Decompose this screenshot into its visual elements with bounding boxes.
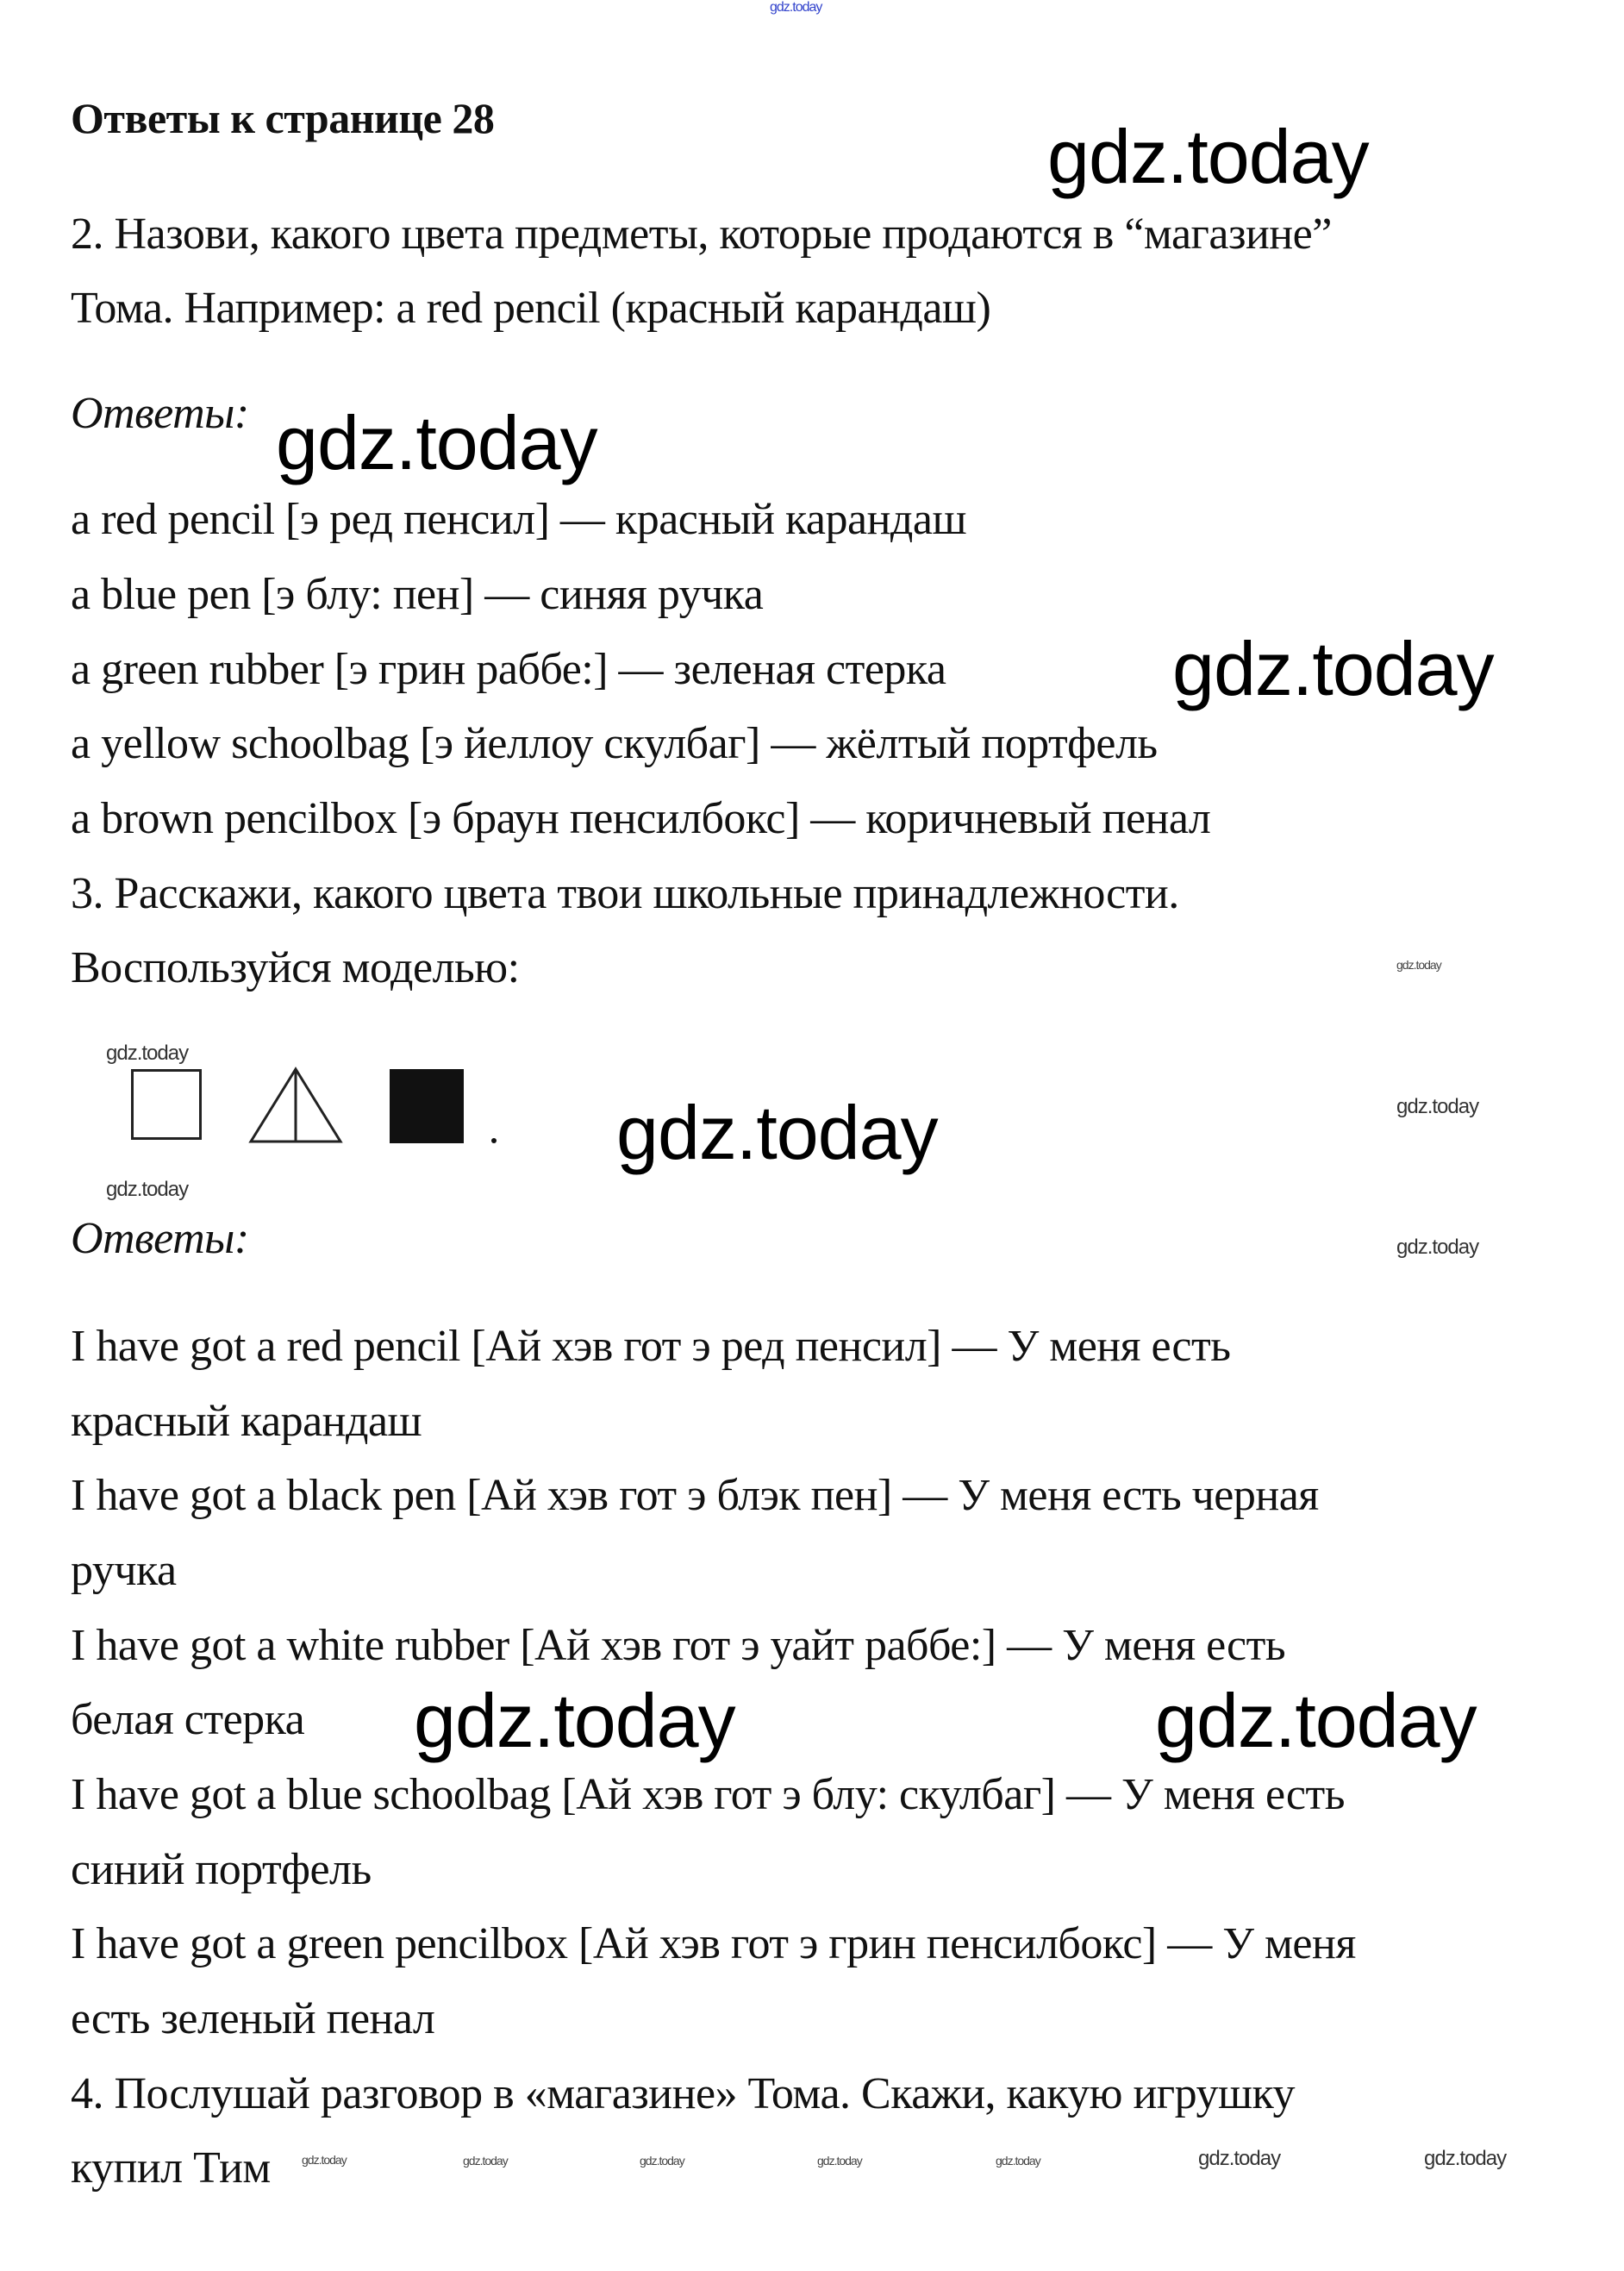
- watermark: gdz.today: [302, 2153, 347, 2167]
- watermark: gdz.today: [1047, 114, 1369, 199]
- answer-line: a brown pencilbox [э браун пенсилбокс] — коричневый пенал: [71, 794, 1211, 843]
- period-dot: [491, 1138, 497, 1143]
- answer-line: ручка: [71, 1546, 177, 1595]
- answer-line: есть зеленый пенал: [71, 1994, 435, 2043]
- watermark: gdz.today: [1172, 626, 1494, 711]
- answers-label: Ответы:: [71, 1214, 249, 1263]
- watermark: gdz.today: [1396, 1095, 1479, 1118]
- task2-text: 2. Назови, какого цвета предметы, которые продаются в “магазине”: [71, 210, 1332, 259]
- header-watermark: gdz.today: [770, 0, 822, 15]
- task4-text: купил Тим: [71, 2143, 271, 2193]
- answer-line: белая стерка: [71, 1695, 305, 1744]
- watermark: gdz.today: [616, 1090, 938, 1175]
- watermark: gdz.today: [1424, 2147, 1507, 2170]
- watermark: gdz.today: [996, 2154, 1040, 2168]
- watermark: gdz.today: [463, 2154, 508, 2168]
- answer-line: a red pencil [э ред пенсил] — красный карандаш: [71, 495, 966, 544]
- watermark: gdz.today: [276, 400, 597, 485]
- triangle-icon: [247, 1066, 344, 1145]
- task3-text: Воспользуйся моделью:: [71, 943, 520, 992]
- answer-line: синий портфель: [71, 1845, 372, 1894]
- answer-line: I have got a green pencilbox [Ай хэв гот э грин пенсилбокс] — У меня: [71, 1919, 1356, 1968]
- task2-text: Тома. Например: a red pencil (красный карандаш): [71, 284, 991, 333]
- answer-line: a green rubber [э грин раббе:] — зеленая стерка: [71, 645, 946, 694]
- watermark: gdz.today: [106, 1042, 189, 1065]
- answer-line: a blue pen [э блу: пен] — синяя ручка: [71, 570, 764, 619]
- task4-text: 4. Послушай разговор в «магазине» Тома. Скажи, какую игрушку: [71, 2069, 1296, 2118]
- answers-label: Ответы:: [71, 389, 249, 438]
- empty-square-icon: [131, 1069, 202, 1140]
- answer-line: I have got a red pencil [Ай хэв гот э ред пенсил] — У меня есть: [71, 1322, 1231, 1371]
- watermark: gdz.today: [1396, 1236, 1479, 1259]
- answer-line: I have got a blue schoolbag [Ай хэв гот э блу: скулбаг] — У меня есть: [71, 1770, 1345, 1819]
- page-title: Ответы к странице 28: [71, 94, 495, 142]
- watermark: gdz.today: [414, 1678, 735, 1763]
- watermark: gdz.today: [817, 2154, 862, 2168]
- answer-line: красный карандаш: [71, 1397, 422, 1446]
- watermark: gdz.today: [1198, 2147, 1281, 2170]
- answer-line: I have got a black pen [Ай хэв гот э блэк пен] — У меня есть черная: [71, 1471, 1319, 1520]
- answer-line: I have got a white rubber [Ай хэв гот э уайт раббе:] — У меня есть: [71, 1621, 1286, 1670]
- watermark: gdz.today: [106, 1178, 189, 1201]
- answer-line: a yellow schoolbag [э йеллоу скулбаг] — жёлтый портфель: [71, 719, 1158, 768]
- watermark: gdz.today: [640, 2154, 684, 2168]
- filled-square-icon: [390, 1069, 464, 1143]
- watermark: gdz.today: [1396, 958, 1441, 972]
- task3-text: 3. Расскажи, какого цвета твои школьные принадлежности.: [71, 869, 1179, 918]
- watermark: gdz.today: [1155, 1678, 1477, 1763]
